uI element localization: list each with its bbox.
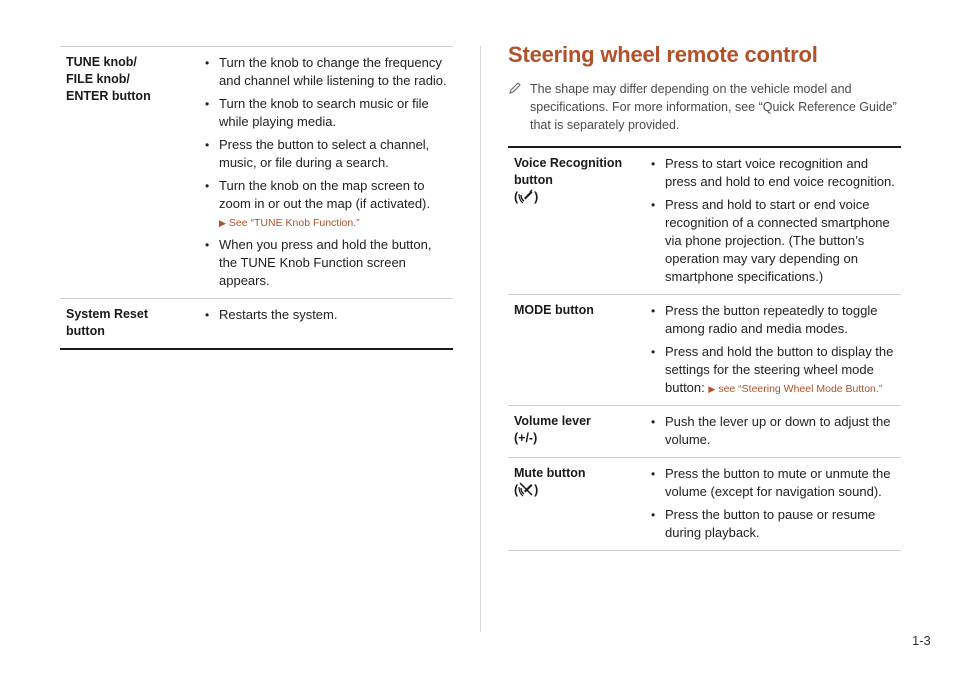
- mute-icon: [518, 482, 534, 502]
- term-system-reset: [60, 306, 201, 340]
- bullet-item: [647, 343, 901, 397]
- definition-list: [647, 302, 901, 397]
- bullet-item: • Push the lever up or down to adjust the volume.: [647, 413, 901, 449]
- term-line-icon: [514, 482, 647, 502]
- paren-open: (: [514, 190, 519, 204]
- term-line: Voice Recognition: [514, 156, 623, 170]
- section-title: Steering wheel remote control: [508, 42, 818, 67]
- bullet-item: • Press the button to select a channel, music, or file during a search.: [201, 136, 453, 172]
- definition-list: [647, 465, 901, 542]
- term-line-icon: [514, 189, 647, 209]
- voice-recognition-icon: [518, 189, 534, 209]
- arrow-right-icon: ▶: [219, 218, 226, 228]
- bullet-item: • Press the button repeatedly to toggle among radio and media modes.: [647, 302, 901, 338]
- note-block: [508, 80, 900, 134]
- definition-list: [201, 54, 453, 290]
- term-text: Mute button: [514, 466, 586, 480]
- bullet-item: • Restarts the system.: [201, 306, 453, 324]
- term-tune-knob: [60, 54, 201, 290]
- left-function-table: [60, 46, 453, 350]
- term-line: (+/-): [514, 431, 538, 445]
- term-line: [514, 465, 647, 482]
- bullet-item: [201, 177, 453, 231]
- bullet-text: Press and hold the button to display the settings for the steering wheel mode button:: [665, 344, 894, 395]
- term-line: Volume lever: [514, 414, 591, 428]
- term-mode-button: [508, 302, 647, 397]
- bullet-item: • When you press and hold the button, the TUNE Knob Function screen appears.: [201, 236, 453, 290]
- definition-list: [201, 306, 453, 340]
- bullet-item: • Press to start voice recognition and press and hold to end voice recognition.: [647, 155, 901, 191]
- steering-control-table: [508, 146, 901, 551]
- note-text: The shape may differ depending on the vehicle model and specifications. For more information, see “Quick Reference Guide” that is separately provided.: [530, 82, 897, 132]
- term-mute-button: [508, 465, 647, 542]
- term-line: MODE button: [514, 303, 594, 317]
- table-row-volume-lever: [508, 405, 901, 457]
- table-row-tune-knob: [60, 47, 453, 298]
- reference-text: See “TUNE Knob Function.”: [228, 217, 360, 229]
- term-line: System Reset: [66, 307, 148, 321]
- paren-open: (: [514, 483, 519, 497]
- cross-reference-link[interactable]: [708, 383, 882, 395]
- table-row-mute-button: [508, 457, 901, 550]
- table-row-voice-recognition: [508, 148, 901, 294]
- bullet-item: • Turn the knob to change the frequency and channel while listening to the radio.: [201, 54, 453, 90]
- bullet-item: • Press and hold to start or end voice recognition of a connected smartphone via phone projection. (The button’s operation may vary depending on smartphone specifications.): [647, 196, 901, 286]
- bullet-item: • Turn the knob to search music or file while playing media.: [201, 95, 453, 131]
- paren-close: ): [534, 190, 539, 204]
- term-line: ENTER button: [66, 89, 151, 103]
- table-row-system-reset: [60, 298, 453, 348]
- paren-close: ): [534, 483, 539, 497]
- page-number: 1-3: [912, 633, 931, 648]
- term-line: button: [514, 173, 553, 187]
- term-line: FILE knob/: [66, 72, 130, 86]
- bullet-text: Turn the knob on the map screen to zoom in or out the map (if activated).: [219, 178, 430, 211]
- term-line: button: [66, 324, 105, 338]
- bullet-item: • Press the button to pause or resume during playback.: [647, 506, 901, 542]
- term-line: TUNE knob/: [66, 55, 137, 69]
- table-row-mode-button: [508, 294, 901, 405]
- arrow-right-icon: ▶: [708, 384, 716, 394]
- cross-reference-link[interactable]: [219, 216, 453, 231]
- bullet-item: • Press the button to mute or unmute the volume (except for navigation sound).: [647, 465, 901, 501]
- definition-list: [647, 155, 901, 286]
- column-divider: [480, 46, 481, 632]
- note-pencil-icon: [508, 80, 530, 134]
- term-voice-recognition: [508, 155, 647, 286]
- term-volume-lever: [508, 413, 647, 449]
- reference-text: see “Steering Wheel Mode Button.”: [718, 383, 883, 395]
- definition-list: [647, 413, 901, 449]
